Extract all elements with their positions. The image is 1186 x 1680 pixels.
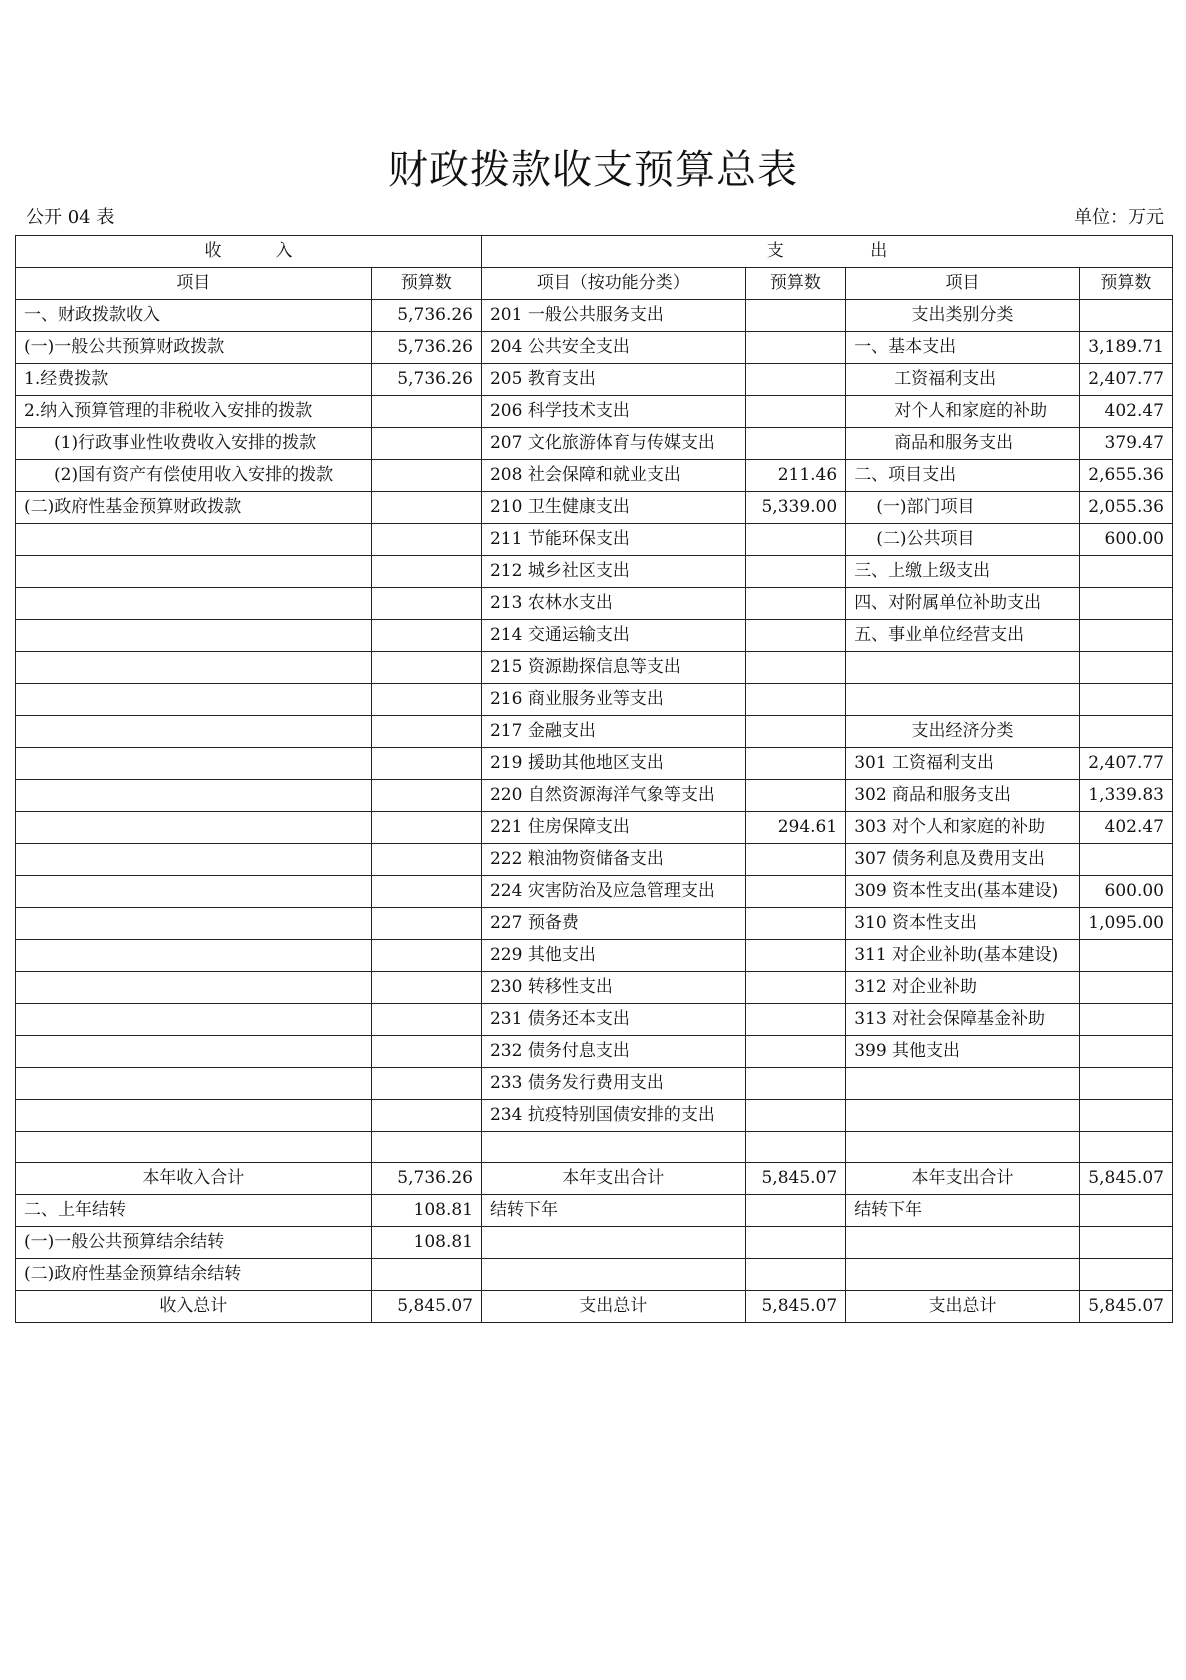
econ-amount-cell: [1079, 1132, 1172, 1163]
func-item-cell: 215 资源勘探信息等支出: [481, 652, 745, 684]
econ-item-cell: 二、项目支出: [846, 460, 1080, 492]
econ-amount-cell: 5,845.07: [1079, 1163, 1172, 1195]
income-amount-cell: [371, 652, 481, 684]
income-item-cell: [16, 1068, 372, 1100]
func-amount-cell: [745, 940, 846, 972]
func-item-cell: 230 转移性支出: [481, 972, 745, 1004]
func-item-cell: 229 其他支出: [481, 940, 745, 972]
econ-amount-cell: 2,407.77: [1079, 364, 1172, 396]
func-amount-cell: [745, 428, 846, 460]
income-item-cell: [16, 1132, 372, 1163]
income-group-header: 收 入: [16, 236, 482, 268]
table-row: [16, 908, 1173, 940]
income-item-cell: [16, 940, 372, 972]
func-amount-cell: [745, 1195, 846, 1227]
expense-group-header: 支 出: [481, 236, 1172, 268]
func-item-cell: 结转下年: [481, 1195, 745, 1227]
income-item-cell: (二)政府性基金预算财政拨款: [16, 492, 372, 524]
econ-amount-cell: 402.47: [1079, 812, 1172, 844]
table-row: [16, 748, 1173, 780]
func-item-cell: [481, 1227, 745, 1259]
econ-amount-cell: [1079, 652, 1172, 684]
income-item-cell: (二)政府性基金预算结余结转: [16, 1259, 372, 1291]
income-amount-cell: [371, 556, 481, 588]
income-item-cell: [16, 812, 372, 844]
income-amount-cell: [371, 844, 481, 876]
econ-amount-cell: [1079, 300, 1172, 332]
econ-item-cell: 399 其他支出: [846, 1036, 1080, 1068]
income-item-cell: [16, 748, 372, 780]
income-amount-cell: 108.81: [371, 1227, 481, 1259]
econ-item-cell: 结转下年: [846, 1195, 1080, 1227]
income-amount-cell: [371, 460, 481, 492]
econ-amount-cell: 600.00: [1079, 524, 1172, 556]
func-item-cell: 本年支出合计: [481, 1163, 745, 1195]
income-amount-cell: 108.81: [371, 1195, 481, 1227]
func-item-cell: 214 交通运输支出: [481, 620, 745, 652]
income-item-cell: [16, 684, 372, 716]
func-item-cell: 224 灾害防治及应急管理支出: [481, 876, 745, 908]
table-row: [16, 428, 1173, 460]
func-item-cell: 210 卫生健康支出: [481, 492, 745, 524]
econ-amount-cell: 1,339.83: [1079, 780, 1172, 812]
table-row: [16, 556, 1173, 588]
func-amount-cell: [745, 876, 846, 908]
income-amount-cell: 5,736.26: [371, 1163, 481, 1195]
func-amount-cell: [745, 332, 846, 364]
func-item-cell: 204 公共安全支出: [481, 332, 745, 364]
func-item-cell: 支出总计: [481, 1291, 745, 1323]
econ-amount-cell: [1079, 1100, 1172, 1132]
func-amount-cell: [745, 364, 846, 396]
econ-amount-cell: [1079, 716, 1172, 748]
income-amount-cell: 5,736.26: [371, 364, 481, 396]
income-item-cell: (1)行政事业性收费收入安排的拨款: [16, 428, 372, 460]
econ-item-cell: 四、对附属单位补助支出: [846, 588, 1080, 620]
func-amount-cell: [745, 1227, 846, 1259]
table-row: [16, 620, 1173, 652]
func-amount-cell: [745, 396, 846, 428]
econ-item-cell: 313 对社会保障基金补助: [846, 1004, 1080, 1036]
table-row: [16, 1195, 1173, 1227]
income-amount-cell: [371, 684, 481, 716]
income-amount-cell: [371, 1004, 481, 1036]
income-item-cell: [16, 1036, 372, 1068]
form-number: 公开 04 表: [26, 207, 115, 228]
page-title: 财政拨款收支预算总表: [388, 147, 798, 193]
table-row: [16, 460, 1173, 492]
func-item-cell: 222 粮油物资储备支出: [481, 844, 745, 876]
econ-item-cell: 302 商品和服务支出: [846, 780, 1080, 812]
econ-amount-cell: [1079, 588, 1172, 620]
income-item-cell: [16, 524, 372, 556]
func-amount-cell: [745, 1004, 846, 1036]
income-item-cell: (一)一般公共预算财政拨款: [16, 332, 372, 364]
income-item-cell: [16, 876, 372, 908]
func-item-cell: 211 节能环保支出: [481, 524, 745, 556]
table-row: [16, 684, 1173, 716]
func-amount-cell: [745, 972, 846, 1004]
income-amount-cell: [371, 716, 481, 748]
group-header-row: [16, 236, 1173, 268]
func-item-cell: 231 债务还本支出: [481, 1004, 745, 1036]
econ-item-cell: 301 工资福利支出: [846, 748, 1080, 780]
income-item-cell: (2)国有资产有偿使用收入安排的拨款: [16, 460, 372, 492]
unit-label: 单位：万元: [1074, 207, 1164, 228]
func-item-cell: 207 文化旅游体育与传媒支出: [481, 428, 745, 460]
econ-item-cell: 五、事业单位经营支出: [846, 620, 1080, 652]
table-row: [16, 396, 1173, 428]
econ-item-cell: [846, 652, 1080, 684]
income-item-cell: [16, 780, 372, 812]
func-amount-cell: [745, 780, 846, 812]
econ-item-cell: [846, 1259, 1080, 1291]
func-item-cell: 232 债务付息支出: [481, 1036, 745, 1068]
income-amount-cell: [371, 876, 481, 908]
income-amount-cell: [371, 940, 481, 972]
econ-amount-cell: 2,407.77: [1079, 748, 1172, 780]
table-row: [16, 1291, 1173, 1323]
budget-table: [15, 235, 1173, 1323]
income-item-cell: [16, 620, 372, 652]
econ-item-cell: [846, 684, 1080, 716]
income-amount-cell: [371, 588, 481, 620]
func-item-cell: 234 抗疫特别国债安排的支出: [481, 1100, 745, 1132]
func-amount-cell: [745, 716, 846, 748]
income-item-cell: [16, 588, 372, 620]
income-item-cell: [16, 844, 372, 876]
func-amount-cell: [745, 588, 846, 620]
income-amount-cell: [371, 908, 481, 940]
econ-item-cell: 支出总计: [846, 1291, 1080, 1323]
income-item-cell: 2.纳入预算管理的非税收入安排的拨款: [16, 396, 372, 428]
func-item-cell: 208 社会保障和就业支出: [481, 460, 745, 492]
income-amount-cell: [371, 748, 481, 780]
column-header-row: [16, 268, 1173, 300]
income-amount-cell: [371, 812, 481, 844]
table-row: [16, 364, 1173, 396]
func-amount-cell: [745, 748, 846, 780]
econ-item-cell: 309 资本性支出(基本建设): [846, 876, 1080, 908]
table-row: [16, 492, 1173, 524]
income-amount-cell: [371, 396, 481, 428]
func-item-header: 项目（按功能分类）: [481, 268, 745, 300]
func-amount-header: 预算数: [745, 268, 846, 300]
func-amount-cell: 294.61: [745, 812, 846, 844]
income-item-cell: [16, 972, 372, 1004]
table-row: [16, 844, 1173, 876]
econ-item-header: 项目: [846, 268, 1080, 300]
econ-amount-cell: 2,055.36: [1079, 492, 1172, 524]
func-amount-cell: 211.46: [745, 460, 846, 492]
econ-amount-cell: [1079, 844, 1172, 876]
func-amount-cell: [745, 556, 846, 588]
income-amount-cell: [371, 1132, 481, 1163]
income-amount-cell: 5,736.26: [371, 332, 481, 364]
func-item-cell: 206 科学技术支出: [481, 396, 745, 428]
func-item-cell: 201 一般公共服务支出: [481, 300, 745, 332]
income-amount-cell: [371, 1036, 481, 1068]
income-amount-header: 预算数: [371, 268, 481, 300]
func-item-cell: 216 商业服务业等支出: [481, 684, 745, 716]
econ-amount-cell: [1079, 1068, 1172, 1100]
func-item-cell: 221 住房保障支出: [481, 812, 745, 844]
func-item-cell: 212 城乡社区支出: [481, 556, 745, 588]
econ-item-cell: (一)部门项目: [846, 492, 1080, 524]
income-amount-cell: [371, 620, 481, 652]
income-item-cell: 1.经费拨款: [16, 364, 372, 396]
func-amount-cell: [745, 1036, 846, 1068]
table-row: [16, 652, 1173, 684]
econ-item-cell: 支出类别分类: [846, 300, 1080, 332]
income-item-cell: 收入总计: [16, 1291, 372, 1323]
income-amount-cell: [371, 492, 481, 524]
func-amount-cell: [745, 1100, 846, 1132]
econ-item-cell: (二)公共项目: [846, 524, 1080, 556]
income-amount-cell: [371, 972, 481, 1004]
econ-item-cell: 307 债务利息及费用支出: [846, 844, 1080, 876]
func-amount-cell: [745, 1068, 846, 1100]
econ-amount-cell: [1079, 620, 1172, 652]
table-row: [16, 876, 1173, 908]
table-row: [16, 812, 1173, 844]
econ-item-cell: 312 对企业补助: [846, 972, 1080, 1004]
econ-item-cell: [846, 1227, 1080, 1259]
table-row: [16, 524, 1173, 556]
econ-item-cell: 303 对个人和家庭的补助: [846, 812, 1080, 844]
income-item-cell: [16, 652, 372, 684]
income-item-cell: 本年收入合计: [16, 1163, 372, 1195]
table-row: [16, 1100, 1173, 1132]
econ-amount-cell: [1079, 972, 1172, 1004]
econ-item-cell: 商品和服务支出: [846, 428, 1080, 460]
econ-item-cell: [846, 1068, 1080, 1100]
econ-item-cell: 三、上缴上级支出: [846, 556, 1080, 588]
func-item-cell: 213 农林水支出: [481, 588, 745, 620]
econ-amount-cell: [1079, 940, 1172, 972]
table-row: [16, 1227, 1173, 1259]
econ-item-cell: [846, 1132, 1080, 1163]
func-amount-cell: [745, 684, 846, 716]
income-amount-cell: 5,736.26: [371, 300, 481, 332]
func-amount-cell: [745, 652, 846, 684]
income-amount-cell: [371, 428, 481, 460]
table-row: [16, 716, 1173, 748]
econ-amount-cell: 5,845.07: [1079, 1291, 1172, 1323]
table-row: [16, 1004, 1173, 1036]
table-row: [16, 1068, 1173, 1100]
func-amount-cell: [745, 1259, 846, 1291]
econ-item-cell: 工资福利支出: [846, 364, 1080, 396]
func-amount-cell: [745, 1132, 846, 1163]
econ-amount-cell: [1079, 684, 1172, 716]
income-item-cell: 一、财政拨款收入: [16, 300, 372, 332]
func-item-cell: 220 自然资源海洋气象等支出: [481, 780, 745, 812]
income-amount-cell: 5,845.07: [371, 1291, 481, 1323]
income-item-cell: [16, 908, 372, 940]
func-item-cell: 217 金融支出: [481, 716, 745, 748]
income-amount-cell: [371, 1259, 481, 1291]
func-amount-cell: 5,845.07: [745, 1163, 846, 1195]
table-row: [16, 1036, 1173, 1068]
econ-amount-cell: [1079, 1227, 1172, 1259]
func-amount-cell: [745, 300, 846, 332]
income-item-cell: 二、上年结转: [16, 1195, 372, 1227]
func-item-cell: [481, 1132, 745, 1163]
income-amount-cell: [371, 1100, 481, 1132]
func-item-cell: [481, 1259, 745, 1291]
econ-amount-cell: [1079, 1036, 1172, 1068]
table-row: [16, 588, 1173, 620]
econ-item-cell: 一、基本支出: [846, 332, 1080, 364]
func-item-cell: 233 债务发行费用支出: [481, 1068, 745, 1100]
income-amount-cell: [371, 524, 481, 556]
econ-amount-cell: [1079, 1195, 1172, 1227]
econ-amount-cell: 600.00: [1079, 876, 1172, 908]
table-row: [16, 1132, 1173, 1163]
func-item-cell: 227 预备费: [481, 908, 745, 940]
income-item-cell: [16, 556, 372, 588]
econ-item-cell: 本年支出合计: [846, 1163, 1080, 1195]
econ-item-cell: 310 资本性支出: [846, 908, 1080, 940]
econ-item-cell: 支出经济分类: [846, 716, 1080, 748]
table-row: [16, 332, 1173, 364]
func-item-cell: 219 援助其他地区支出: [481, 748, 745, 780]
econ-item-cell: 311 对企业补助(基本建设): [846, 940, 1080, 972]
econ-amount-cell: [1079, 1004, 1172, 1036]
func-amount-cell: [745, 620, 846, 652]
econ-amount-cell: 3,189.71: [1079, 332, 1172, 364]
econ-amount-cell: [1079, 556, 1172, 588]
table-row: [16, 300, 1173, 332]
income-item-header: 项目: [16, 268, 372, 300]
income-item-cell: (一)一般公共预算结余结转: [16, 1227, 372, 1259]
econ-amount-cell: 402.47: [1079, 396, 1172, 428]
table-row: [16, 780, 1173, 812]
func-amount-cell: 5,845.07: [745, 1291, 846, 1323]
econ-amount-cell: 379.47: [1079, 428, 1172, 460]
table-row: [16, 972, 1173, 1004]
func-item-cell: 205 教育支出: [481, 364, 745, 396]
func-amount-cell: 5,339.00: [745, 492, 846, 524]
income-item-cell: [16, 1004, 372, 1036]
econ-amount-cell: 2,655.36: [1079, 460, 1172, 492]
income-amount-cell: [371, 1068, 481, 1100]
income-amount-cell: [371, 780, 481, 812]
table-row: [16, 940, 1173, 972]
econ-amount-cell: [1079, 1259, 1172, 1291]
econ-item-cell: 对个人和家庭的补助: [846, 396, 1080, 428]
func-amount-cell: [745, 908, 846, 940]
table-row: [16, 1259, 1173, 1291]
table-row: [16, 1163, 1173, 1195]
income-item-cell: [16, 1100, 372, 1132]
econ-item-cell: [846, 1100, 1080, 1132]
func-amount-cell: [745, 524, 846, 556]
econ-amount-cell: 1,095.00: [1079, 908, 1172, 940]
econ-amount-header: 预算数: [1079, 268, 1172, 300]
func-amount-cell: [745, 844, 846, 876]
income-item-cell: [16, 716, 372, 748]
